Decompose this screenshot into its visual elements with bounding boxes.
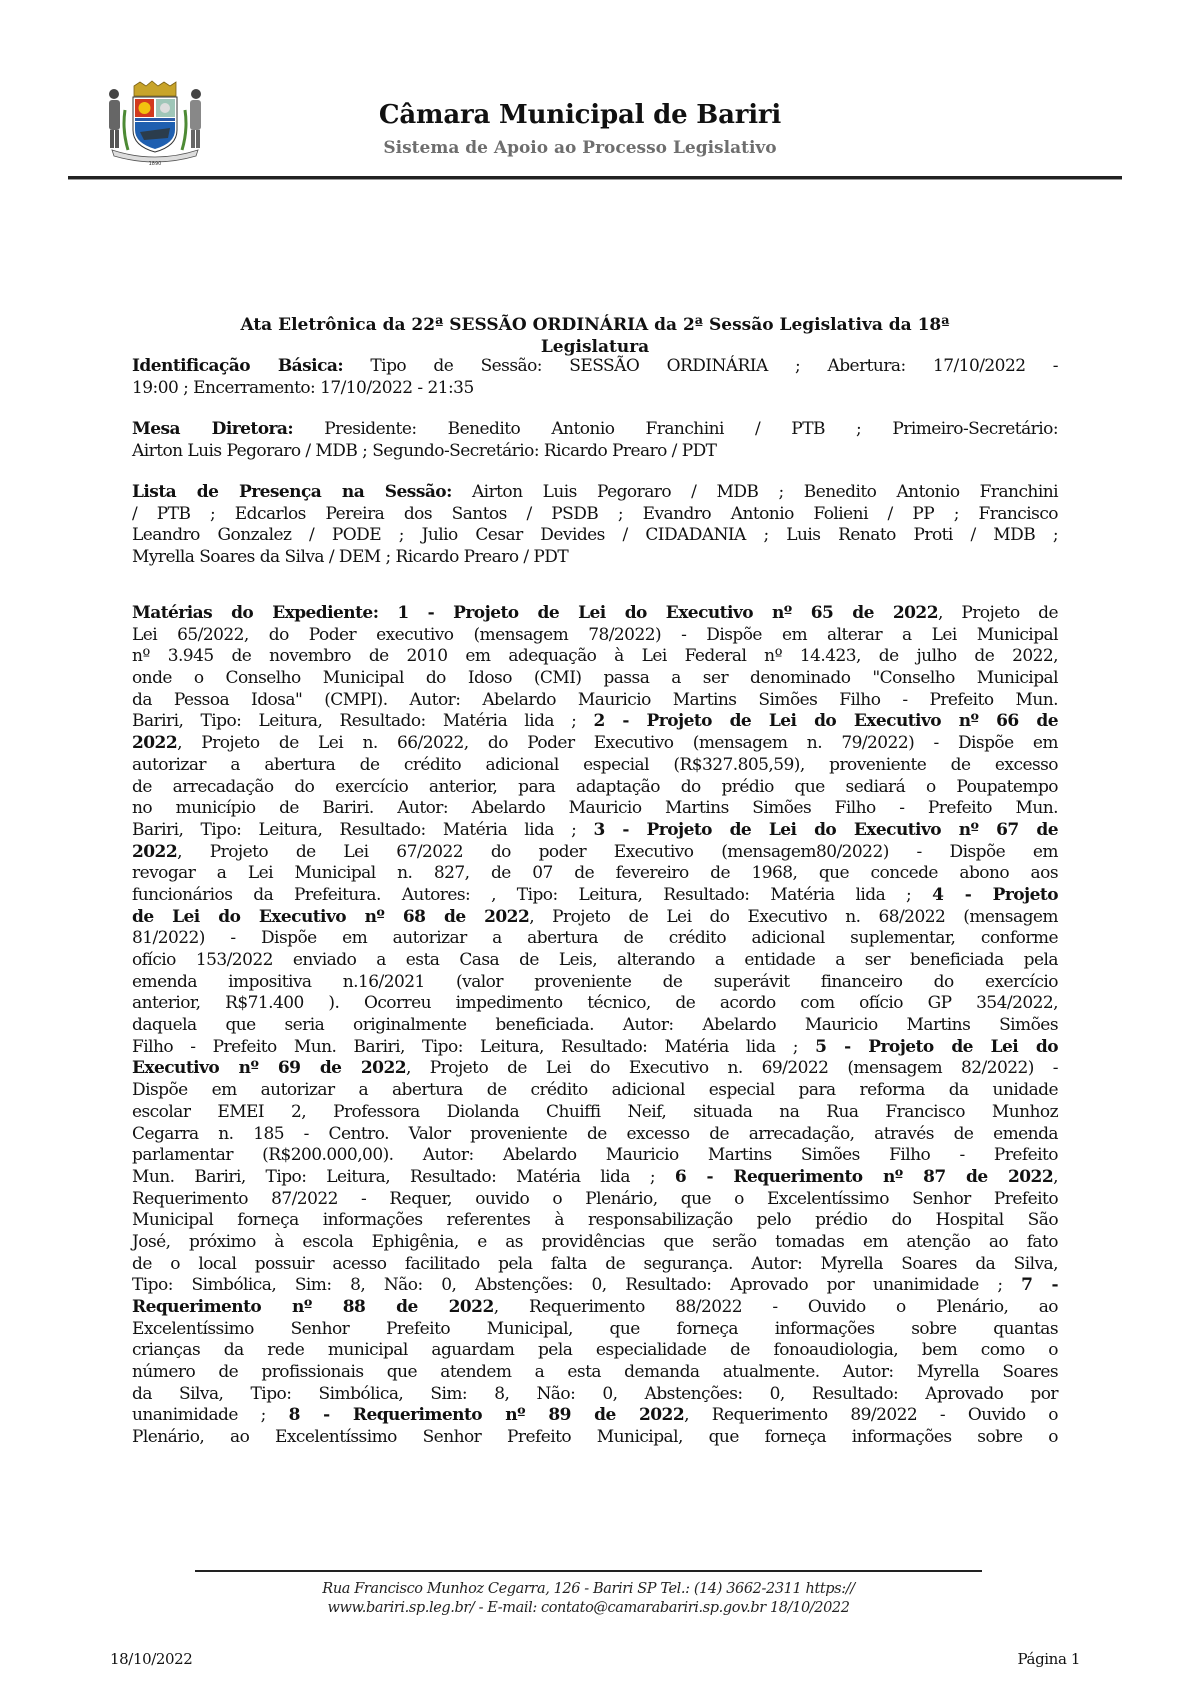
materias-line [132, 1189, 1058, 1211]
materia-text: revogar a Lei Municipal n. 827, de 07 de fevereiro de 1968, que concede abono aos [132, 863, 1058, 884]
materia-text: Mun. Bariri, Tipo: Leitura, Resultado: Matéria lida ; [132, 1166, 675, 1187]
materia-text: , Requerimento 89/2022 - Ouvido o [684, 1405, 1058, 1426]
materias-line [132, 1145, 1058, 1167]
materias-line [132, 950, 1058, 972]
materia-text: anterior, R$71.400 ). Ocorreu impedimento técnico, de acordo com ofício GP 354/2022, [132, 993, 1058, 1014]
materias-line [132, 625, 1058, 647]
page-number: Página 1 [1017, 1650, 1080, 1668]
materia-text: Excelentíssimo Senhor Prefeito Municipal, que forneça informações sobre quantas [132, 1318, 1058, 1339]
materias-line [132, 1405, 1058, 1427]
materia-heading: 6 - Requerimento nº 87 de 2022 [674, 1166, 1054, 1187]
svg-text:1890: 1890 [148, 161, 162, 166]
materia-text: , Projeto de Lei n. 66/2022, do Poder Executivo (mensagem n. 79/2022) - Dispõe em [177, 733, 1058, 754]
materias-line [132, 755, 1058, 777]
presenca-text: / PTB ; Edcarlos Pereira dos Santos / PSDB ; Evandro Antonio Folieni / PP ; Francisco [132, 503, 1058, 524]
materias-line [132, 733, 1058, 755]
materia-text: autorizar a abertura de crédito adicional especial (R$327.805,59), proveniente de excesso [132, 754, 1058, 775]
materia-text: de o local possuir acesso facilitado pela falta de segurança. Autor: Myrella Soares da Silva, [132, 1253, 1058, 1274]
materias-line [132, 907, 1058, 929]
materia-text: Bariri, Tipo: Leitura, Resultado: Matéria lida ; [132, 711, 594, 732]
mesa-text: Airton Luis Pegoraro / MDB ; Segundo-Secretário: Ricardo Prearo / PDT [132, 440, 717, 461]
materia-text: emenda impositiva n.16/2021 (valor proveniente de superávit financeiro do exercício [132, 971, 1058, 992]
materia-heading: Matérias do Expediente: 1 - Projeto de Lei do Executivo nº 65 de 2022 [132, 603, 938, 623]
coat-of-arms-logo [100, 80, 210, 166]
materias-line [132, 1319, 1058, 1341]
materia-text: , Projeto de Lei 67/2022 do poder Executivo (mensagem80/2022) - Dispõe em [177, 841, 1058, 862]
materias-line [132, 1037, 1058, 1059]
materia-heading: 8 - Requerimento nº 89 de 2022 [288, 1405, 685, 1426]
materias-line [132, 646, 1058, 668]
materia-text: nº 3.945 de novembro de 2010 em adequação à Lei Federal nº 14.423, de julho de 2022, [132, 646, 1058, 667]
presenca-text: Airton Luis Pegoraro / MDB ; Benedito Antonio Franchini [451, 482, 1058, 502]
materias-line [132, 1275, 1058, 1297]
materias-line [132, 1427, 1058, 1449]
materia-heading: 2022 [132, 841, 178, 862]
institution-title: Câmara Municipal de Bariri [378, 100, 782, 130]
footer-address-line-2: www.bariri.sp.leg.br/ - E-mail: contato@camarabariri.sp.gov.br 18/10/2022 [327, 1600, 850, 1616]
materias-line [132, 1058, 1058, 1080]
materias-line [132, 1362, 1058, 1384]
materias-line [132, 1080, 1058, 1102]
materias-line [132, 711, 1058, 733]
materia-text: crianças da rede municipal aguardam pela especialidade de fonoaudiologia, bem como o [132, 1340, 1058, 1361]
materia-heading: 3 - Projeto de Lei do Executivo nº 67 de [593, 819, 1058, 840]
section-mesa-diretora [132, 419, 1058, 462]
materia-text: número de profissionais que atendem a esta demanda atualmente. Autor: Myrella Soares [132, 1362, 1058, 1383]
materia-text: parlamentar (R$200.000,00). Autor: Abelardo Mauricio Martins Simões Filho - Prefeito [132, 1145, 1058, 1166]
document-title-line-1: Ata Eletrônica da 22ª SESSÃO ORDINÁRIA da 2ª Sessão Legislativa da 18ª [240, 315, 950, 335]
materia-text: Bariri, Tipo: Leitura, Resultado: Matéria lida ; [132, 819, 594, 840]
footer-divider [195, 1570, 982, 1572]
materia-text: ofício 153/2022 enviado a esta Casa de Leis, alterando a entidade a ser beneficiada pela [132, 950, 1058, 970]
materia-text: Filho - Prefeito Mun. Bariri, Tipo: Leitura, Resultado: Matéria lida ; [132, 1036, 816, 1057]
materias-line [132, 1384, 1058, 1406]
materia-text: , Requerimento 88/2022 - Ouvido o Plenário, ao [493, 1297, 1058, 1317]
document-title [132, 314, 1058, 358]
materia-text: funcionários da Prefeitura. Autores: , Tipo: Leitura, Resultado: Matéria lida ; [132, 884, 933, 905]
materias-line [132, 972, 1058, 994]
identificacao-label: Identificação Básica: [132, 356, 344, 376]
materia-text: unanimidade ; [132, 1405, 289, 1426]
materias-line [132, 798, 1058, 820]
materia-text: da Pessoa Idosa" (CMPI). Autor: Abelardo Mauricio Martins Simões Filho - Prefeito Mun. [132, 689, 1058, 710]
document-title-line-2: Legislatura [540, 337, 650, 357]
materia-heading: 2 - Projeto de Lei do Executivo nº 66 de [593, 711, 1058, 732]
materia-text: escolar EMEI 2, Professora Diolanda Chuiffi Neif, situada na Rua Francisco Munhoz [132, 1101, 1058, 1122]
materia-text: , Projeto de Lei do Executivo n. 69/2022 (mensagem 82/2022) - [406, 1058, 1058, 1079]
materias-line [132, 1124, 1058, 1146]
materia-text: José, próximo à escola Ephigênia, e as providências que serão tomadas em atenção ao fato [132, 1231, 1058, 1252]
materia-heading: 7 - [1021, 1275, 1059, 1296]
materias-line [132, 842, 1058, 864]
identificacao-text: Tipo de Sessão: SESSÃO ORDINÁRIA ; Abertura: 17/10/2022 - [343, 356, 1058, 376]
materia-text: onde o Conselho Municipal do Idoso (CMI) passa a ser denominado "Conselho Municipal [132, 668, 1058, 689]
materias-line [132, 1102, 1058, 1124]
materia-text: Plenário, ao Excelentíssimo Senhor Prefeito Municipal, que forneça informações sobre o [132, 1427, 1058, 1448]
materia-heading: Executivo nº 69 de 2022 [132, 1058, 407, 1079]
materia-text: da Silva, Tipo: Simbólica, Sim: 8, Não: 0, Abstenções: 0, Resultado: Aprovado por [132, 1383, 1058, 1404]
materias-line [132, 928, 1058, 950]
materia-heading: de Lei do Executivo nº 68 de 2022 [132, 906, 530, 927]
materias-line [132, 1254, 1058, 1276]
materia-text: Dispõe em autorizar a abertura de crédito adicional especial para reforma da unidade [132, 1080, 1058, 1101]
presenca-text: Leandro Gonzalez / PODE ; Julio Cesar Devides / CIDADANIA ; Luis Renato Proti / MDB ; [132, 525, 1058, 546]
print-date: 18/10/2022 [110, 1650, 193, 1668]
materias-line [132, 1167, 1058, 1189]
materias-line [132, 690, 1058, 712]
materia-heading: 5 - Projeto de Lei do [815, 1036, 1058, 1057]
materia-text: , Projeto de Lei do Executivo n. 68/2022 (mensagem [529, 906, 1058, 927]
materia-text: , Projeto de [938, 603, 1058, 623]
materias-line [132, 1015, 1058, 1037]
materias-line [132, 1210, 1058, 1232]
materia-text: , [1053, 1166, 1058, 1187]
materias-line [132, 1232, 1058, 1254]
materias-line [132, 885, 1058, 907]
section-identificacao [132, 356, 1058, 399]
presenca-label: Lista de Presença na Sessão: [132, 482, 452, 502]
materia-text: de arrecadação do exercício anterior, para adaptação do prédio que sediará o Poupatempo [132, 776, 1058, 797]
materias-line [132, 863, 1058, 885]
materias-line [132, 603, 1058, 625]
materias-line [132, 1340, 1058, 1362]
materia-heading: 4 - Projeto [932, 884, 1058, 905]
mesa-text: Presidente: Benedito Antonio Franchini / PTB ; Primeiro-Secretário: [293, 419, 1058, 439]
materia-text: Municipal forneça informações referentes à responsabilização pelo prédio do Hospital São [132, 1210, 1058, 1231]
materia-text: daquela que seria originalmente beneficiada. Autor: Abelardo Mauricio Martins Simões [132, 1015, 1058, 1036]
materia-text: Cegarra n. 185 - Centro. Valor proveniente de excesso de arrecadação, através de emenda [132, 1123, 1058, 1144]
mesa-label: Mesa Diretora: [132, 419, 294, 439]
section-materias-expediente [132, 603, 1058, 1449]
materia-heading: 2022 [132, 733, 178, 754]
materia-heading: Requerimento nº 88 de 2022 [132, 1297, 494, 1317]
materias-line [132, 777, 1058, 799]
header-divider [68, 176, 1122, 180]
materia-text: Lei 65/2022, do Poder executivo (mensagem 78/2022) - Dispõe em alterar a Lei Municipal [132, 624, 1058, 645]
materia-text: Tipo: Simbólica, Sim: 8, Não: 0, Abstenções: 0, Resultado: Aprovado por unanimidade ; [132, 1275, 1022, 1296]
materias-line [132, 820, 1058, 842]
materia-text: Requerimento 87/2022 - Requer, ouvido o Plenário, que o Excelentíssimo Senhor Prefeito [132, 1188, 1058, 1209]
materias-line [132, 1297, 1058, 1319]
section-lista-presenca [132, 482, 1058, 569]
footer-address-line-1: Rua Francisco Munhoz Cegarra, 126 - Bariri SP Tel.: (14) 3662-2311 https:// [322, 1581, 855, 1597]
footer-address [195, 1580, 982, 1618]
materia-text: no município de Bariri. Autor: Abelardo Mauricio Martins Simões Filho - Prefeito Mun. [132, 798, 1058, 819]
presenca-text: Myrella Soares da Silva / DEM ; Ricardo Prearo / PDT [132, 547, 569, 568]
institution-subtitle: Sistema de Apoio ao Processo Legislativo [383, 138, 777, 158]
identificacao-text: 19:00 ; Encerramento: 17/10/2022 - 21:35 [132, 377, 474, 398]
materias-line [132, 993, 1058, 1015]
materia-text: 81/2022) - Dispõe em autorizar a abertura de crédito adicional suplementar, conforme [132, 928, 1058, 949]
materias-line [132, 668, 1058, 690]
